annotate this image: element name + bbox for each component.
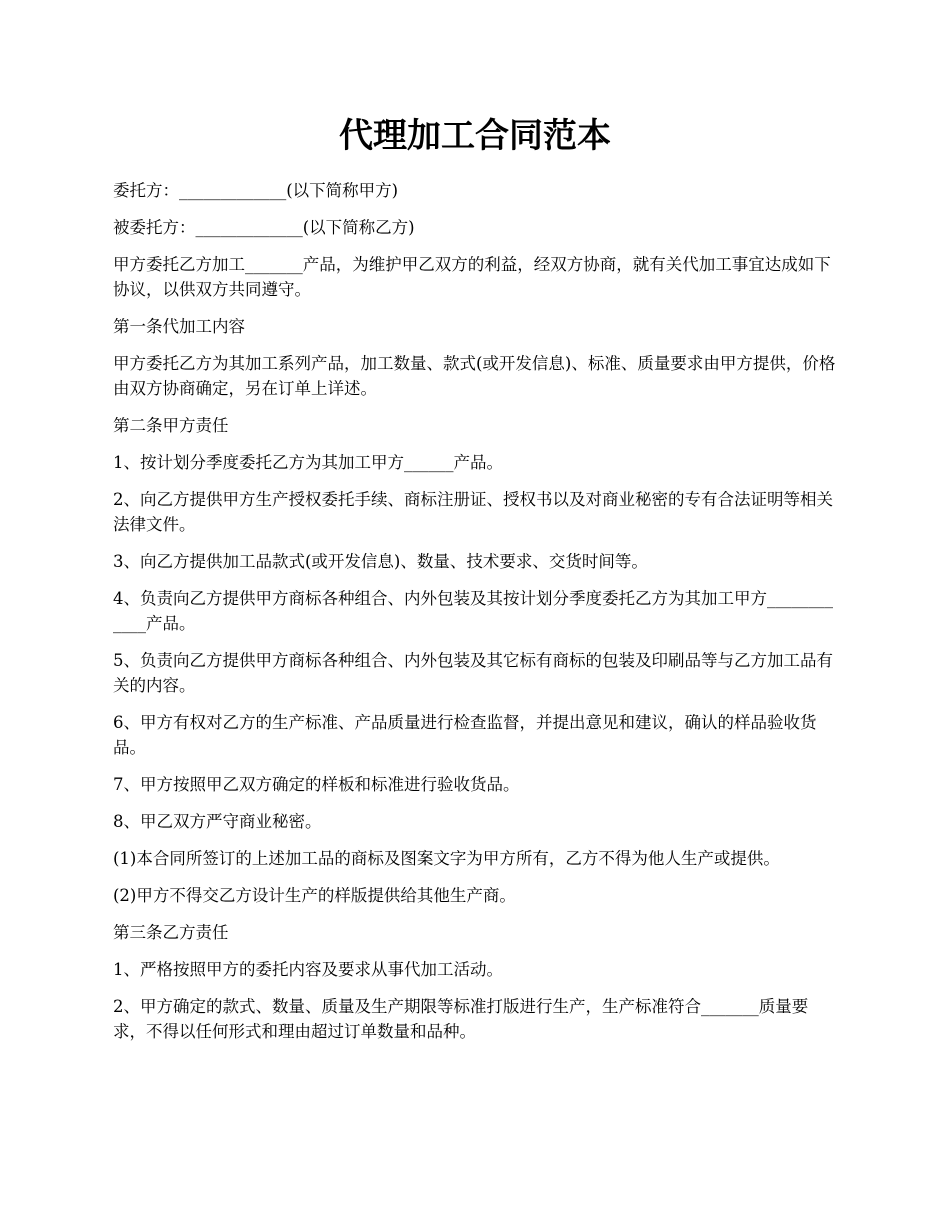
- document-title: 代理加工合同范本: [339, 116, 611, 156]
- section-heading: 第三条乙方责任: [113, 923, 229, 942]
- clause-item: 1、严格按照甲方的委托内容及要求从事代加工活动。: [113, 960, 503, 979]
- clause-item: 4、负责向乙方提供甲方商标各种组合、内外包装及其按计划分季度委托乙方为其加工甲方____________产品。: [113, 589, 833, 633]
- preamble-paragraph: 甲方委托乙方加工_______产品，为维护甲乙双方的利益，经双方协商，就有关代加工事宜达成如下协议，以供双方共同遵守。: [113, 255, 831, 299]
- clause-item: 3、向乙方提供加工品款式(或开发信息)、数量、技术要求、交货时间等。: [113, 552, 648, 571]
- party-a-line: 委托方：_____________(以下简称甲方): [113, 181, 399, 200]
- section-heading: 第二条甲方责任: [113, 416, 229, 435]
- section-paragraph: 甲方委托乙方为其加工系列产品，加工数量、款式(或开发信息)、标准、质量要求由甲方提供，价格由双方协商确定，另在订单上详述。: [113, 354, 836, 398]
- clause-item: 5、负责向乙方提供甲方商标各种组合、内外包装及其它标有商标的包装及印刷品等与乙方加工品有关的内容。: [113, 651, 833, 695]
- document-body: [113, 178, 841, 1056]
- section-heading: 第一条代加工内容: [113, 317, 245, 336]
- clause-item: 7、甲方按照甲乙双方确定的样板和标准进行验收货品。: [113, 775, 520, 794]
- clause-item: 1、按计划分季度委托乙方为其加工甲方______产品。: [113, 453, 503, 472]
- clause-item: 8、甲乙双方严守商业秘密。: [113, 812, 322, 831]
- sub-clause-item: (1)本合同所签订的上述加工品的商标及图案文字为甲方所有，乙方不得为他人生产或提供。: [113, 849, 780, 868]
- clause-item: 2、甲方确定的款式、数量、质量及生产期限等标准打版进行生产，生产标准符合_______质量要求，不得以任何形式和理由超过订单数量和品种。: [113, 997, 809, 1041]
- clause-item: 6、甲方有权对乙方的生产标准、产品质量进行检查监督，并提出意见和建议，确认的样品验收货品。: [113, 713, 817, 757]
- party-b-line: 被委托方：_____________(以下简称乙方): [113, 218, 415, 237]
- sub-clause-item: (2)甲方不得交乙方设计生产的样版提供给其他生产商。: [113, 886, 516, 905]
- clause-item: 2、向乙方提供甲方生产授权委托手续、商标注册证、授权书以及对商业秘密的专有合法证明等相关法律文件。: [113, 490, 833, 534]
